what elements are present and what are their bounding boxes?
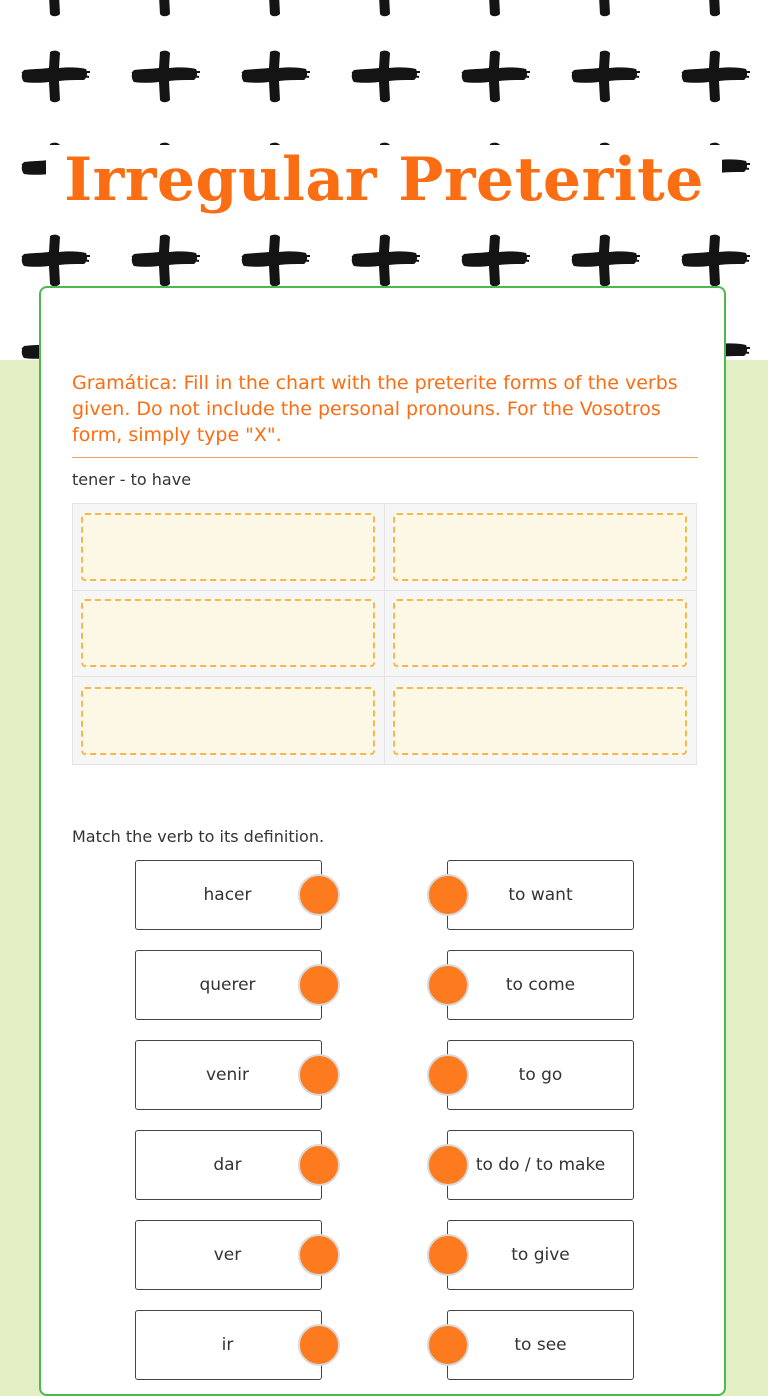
brush-plus-icon [680,46,750,106]
match-right-item [447,1310,634,1380]
chart-cell [385,591,697,678]
match-left-label: querer [199,975,256,995]
worksheet-card [39,286,726,1396]
brush-plus-icon [20,230,90,290]
match-left-dot[interactable] [298,1234,340,1276]
match-right-item [447,1040,634,1110]
match-right-item [447,1130,634,1200]
match-right-label: to come [505,975,576,995]
match-right-label: to see [514,1335,567,1355]
chart-input-nosotros[interactable] [393,513,687,581]
verb-label: tener - to have [72,470,192,489]
match-right-item [447,950,634,1020]
match-right-dot[interactable] [427,1324,469,1366]
match-right-item [447,1220,634,1290]
chart-input-yo[interactable] [81,513,375,581]
page-title-text: Irregular Preterite [46,145,722,215]
brush-plus-icon [240,230,310,290]
match-left-item [135,860,322,930]
brush-plus-icon [130,0,200,20]
match-left-label: dar [213,1155,242,1175]
match-right-dot[interactable] [427,1144,469,1186]
brush-plus-icon [20,46,90,106]
brush-plus-icon [460,0,530,20]
conjugation-chart [72,503,697,765]
match-left-dot[interactable] [298,1144,340,1186]
match-right-dot[interactable] [427,964,469,1006]
brush-plus-icon [240,0,310,20]
match-right-item [447,860,634,930]
chart-cell [73,504,385,591]
match-right-label: to want [508,885,573,905]
brush-plus-icon [570,230,640,290]
chart-input-el[interactable] [81,687,375,755]
chart-cell [73,677,385,764]
brush-plus-icon [240,46,310,106]
match-left-label: venir [205,1065,249,1085]
match-left-label: ir [221,1335,234,1355]
match-left-label: hacer [203,885,252,905]
brush-plus-icon [350,0,420,20]
brush-plus-icon [350,230,420,290]
brush-plus-icon [570,0,640,20]
match-right-label: to do / to make [475,1155,606,1175]
chart-input-tu[interactable] [81,599,375,667]
chart-cell [385,504,697,591]
match-left-label: ver [213,1245,242,1265]
match-right-label: to give [511,1245,570,1265]
brush-plus-icon [460,46,530,106]
chart-input-vosotros[interactable] [393,599,687,667]
match-left-dot[interactable] [298,1054,340,1096]
chart-input-ellos[interactable] [393,687,687,755]
brush-plus-icon [460,230,530,290]
brush-plus-icon [680,230,750,290]
match-left-dot[interactable] [298,874,340,916]
brush-plus-icon [20,0,90,20]
match-left-dot[interactable] [298,964,340,1006]
match-left-item [135,950,322,1020]
match-prompt: Match the verb to its definition. [72,827,325,846]
match-left-item [135,1310,322,1380]
chart-cell [73,591,385,678]
match-right-dot[interactable] [427,874,469,916]
brush-plus-icon [130,46,200,106]
match-left-item [135,1040,322,1110]
divider [72,457,698,458]
match-left-dot[interactable] [298,1324,340,1366]
instructions-text: Gramática: Fill in the chart with the preterite forms of the verbs given. Do not include the personal pronouns. For the Vosotros form, simply type "X". [72,372,678,446]
page-title [0,140,768,220]
match-right-dot[interactable] [427,1234,469,1276]
match-right-label: to go [518,1065,563,1085]
brush-plus-icon [130,230,200,290]
brush-plus-icon [680,0,750,20]
match-left-item [135,1130,322,1200]
match-left-item [135,1220,322,1290]
chart-cell [385,677,697,764]
match-right-dot[interactable] [427,1054,469,1096]
brush-plus-icon [570,46,640,106]
brush-plus-icon [350,46,420,106]
